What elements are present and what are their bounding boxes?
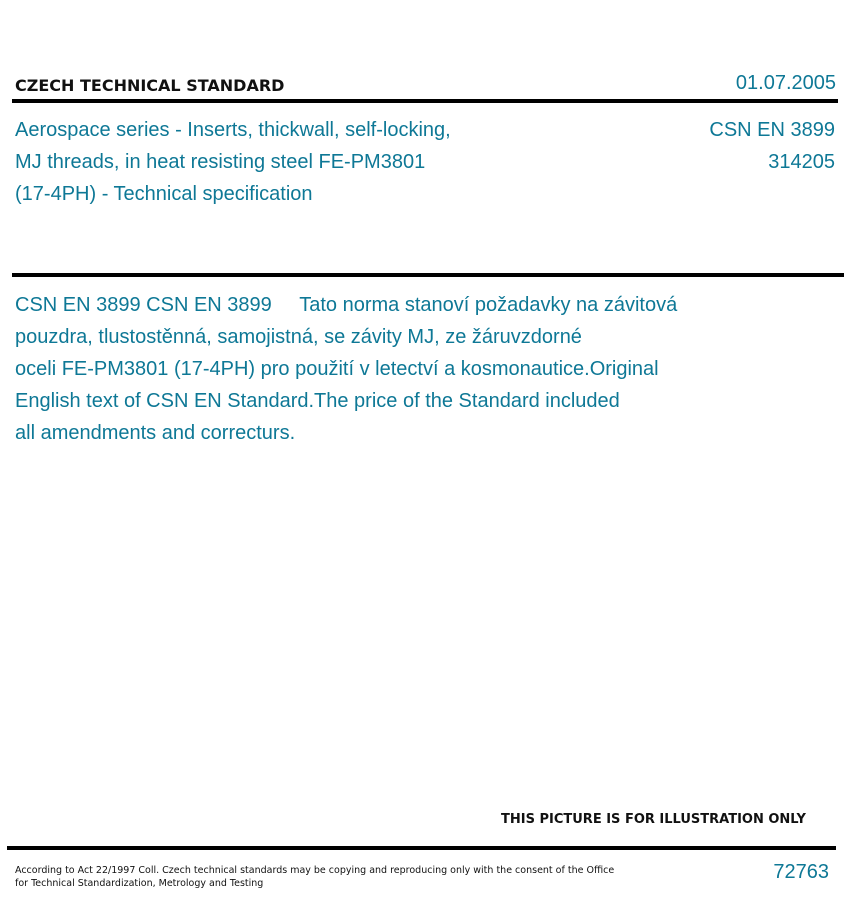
legal-notice-line: According to Act 22/1997 Coll. Czech technical standards may be copying and reproducing only with the consent of the Office	[15, 865, 615, 876]
standard-title	[15, 114, 535, 210]
description-line: English text of CSN EN Standard.The price of the Standard included	[15, 390, 620, 412]
description-line: all amendments and correcturs.	[15, 422, 296, 444]
standard-code: CSN EN 3899	[709, 119, 835, 141]
classification-number: 314205	[768, 151, 835, 173]
standard-title-line: MJ threads, in heat resisting steel FE-PM3801	[15, 151, 426, 173]
description-line: oceli FE-PM3801 (17-4PH) pro použití v letectví a kosmonautice.Original	[15, 358, 659, 380]
legal-notice-line: for Technical Standardization, Metrology and Testing	[15, 878, 264, 889]
publication-date: 01.07.2005	[735, 72, 836, 94]
section-divider	[12, 273, 844, 277]
document-type-heading: CZECH TECHNICAL STANDARD	[15, 76, 285, 95]
header-divider	[12, 99, 838, 103]
description-line: pouzdra, tlustostěnná, samojistná, se závity MJ, ze žáruvzdorné	[15, 326, 582, 348]
standard-identifiers	[709, 114, 835, 178]
standard-title-line: Aerospace series - Inserts, thickwall, self-locking,	[15, 119, 451, 141]
document-number: 72763	[773, 861, 829, 883]
footer-divider	[7, 846, 836, 850]
standard-description	[15, 289, 815, 449]
standard-title-line: (17-4PH) - Technical specification	[15, 183, 313, 205]
legal-notice	[15, 864, 615, 890]
illustration-disclaimer: THIS PICTURE IS FOR ILLUSTRATION ONLY	[501, 812, 806, 827]
description-line: CSN EN 3899 CSN EN 3899 Tato norma stanoví požadavky na závitová	[15, 294, 678, 316]
